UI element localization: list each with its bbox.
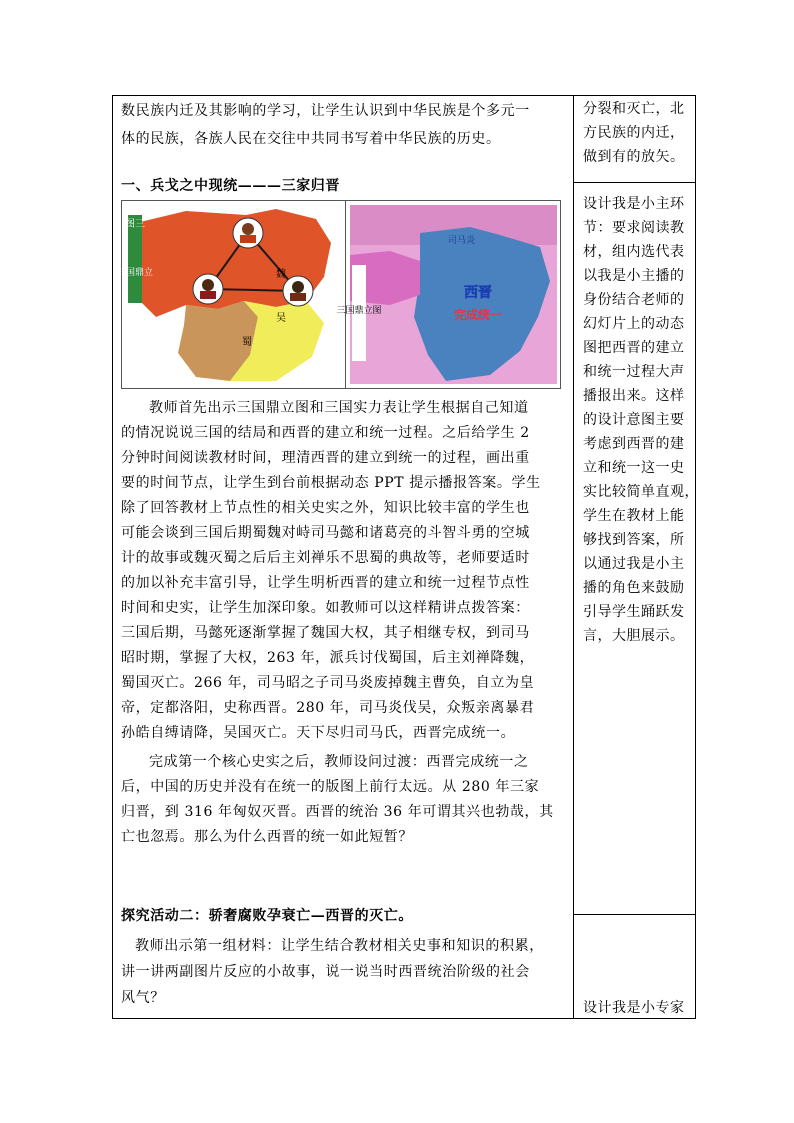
map2-side-label: 三国鼎立图	[336, 306, 382, 316]
map1-shu: 蜀	[242, 337, 252, 348]
map1-label-a: 图三	[125, 219, 145, 230]
side-mid-line-19: 言，大胆展示。	[583, 628, 685, 644]
side-bottom-line: 设计我是小专家	[583, 1000, 685, 1016]
para3-line-2: 讲一讲两副图片反应的小故事，说一说当时西晋统治阶级的社会	[121, 964, 530, 980]
intro-line-2: 体的民族，各族人民在交往中共同书写着中华民族的历史。	[121, 131, 501, 147]
para1-line-14: 孙皓自缚请降，吴国灭亡。天下尽归司马氏，西晋完成统一。	[121, 725, 516, 741]
para1-line-4: 要的时间节点，让学生到台前根据动态 PPT 提示播报答案。学生	[121, 475, 541, 491]
side-mid-line-17: 播的角色来鼓励	[583, 580, 685, 596]
para2-line-1: 完成第一个核心史实之后，教师设问过渡：西晋完成统一之	[149, 754, 529, 770]
map2-sima-yan: 司马炎	[448, 236, 476, 246]
para1-line-2: 的情况说说三国的结局和西晋的建立和统一过程。之后给学生 2	[121, 425, 530, 441]
side-mid-line-7: 图把西晋的建立	[583, 340, 685, 356]
para1-line-7: 计的故事或魏灭蜀之后后主刘禅乐不思蜀的典故等，老师要适时	[121, 550, 530, 566]
western-jin-map	[336, 205, 557, 384]
para1-line-11: 昭时期，掌握了大权，263 年，派兵讨伐蜀国，后主刘禅降魏，	[121, 650, 535, 666]
side-mid-line-15: 够找到答案，所	[583, 532, 685, 548]
side-mid-line-13: 实比较简单直观，	[583, 484, 699, 500]
side-mid-line-11: 考虑到西晋的建	[583, 436, 685, 452]
side-top-line-3: 做到有的放矢。	[583, 149, 685, 165]
para3-line-1: 教师出示第一组材料：让学生结合教材相关史事和知识的积累，	[135, 938, 544, 954]
side-mid-line-9: 播报出来。这样	[583, 388, 685, 404]
para3-line-3: 风气？	[121, 990, 165, 1006]
para1-line-12: 蜀国灭亡。266 年，司马昭之子司马炎废掉魏主曹奂，自立为皇	[121, 675, 535, 691]
side-mid-line-1: 设计我是小主环	[583, 196, 685, 212]
side-mid-line-18: 引导学生踊跃发	[583, 604, 685, 620]
side-mid-line-2: 节：要求阅读教	[583, 220, 685, 236]
map1-wei: 魏	[276, 269, 286, 280]
side-mid-line-10: 的设计意图主要	[583, 412, 685, 428]
side-mid-line-14: 学生在教材上能	[583, 508, 685, 524]
para1-line-13: 帝，定都洛阳，史称西晋。280 年，司马炎伐吴，众叛亲离暴君	[121, 700, 535, 716]
para1-line-9: 时间和史实，让学生加深印象。如教师可以这样精讲点拨答案：	[121, 600, 530, 616]
side-mid-line-12: 立和统一这一史	[583, 460, 685, 476]
three-kingdoms-map	[116, 205, 337, 384]
map1-label-b: 三国鼎立	[116, 268, 154, 278]
side-top-line-2: 方民族的内迁，	[583, 125, 685, 141]
para2-line-2: 后，中国的历史并没有在统一的版图上前行太远。从 280 年三家	[121, 779, 540, 795]
side-mid-line-6: 幻灯片上的动态	[583, 316, 685, 332]
side-mid-line-16: 以通过我是小主	[583, 556, 685, 572]
para1-line-1: 教师首先出示三国鼎立图和三国实力表让学生根据自己知道	[149, 400, 529, 416]
side-mid-line-8: 和统一过程大声	[583, 364, 685, 380]
side-mid-line-4: 以我是小主播的	[583, 268, 685, 284]
para1-line-5: 除了回答教材上节点性的相关史实之外，知识比较丰富的学生也	[121, 500, 530, 516]
figure-divider	[345, 201, 346, 388]
para1-line-8: 的加以补充丰富引导，让学生明析西晋的建立和统一过程节点性	[121, 575, 530, 591]
map2-overlay-1: 西晋	[464, 285, 492, 301]
side-row-divider-2	[573, 914, 696, 915]
column-divider	[573, 96, 574, 1018]
map2-overlay-2: 完成统一	[454, 308, 503, 322]
side-row-divider-1	[573, 182, 696, 183]
para1-line-3: 分钟时间阅读教材时间，理清西晋的建立到统一的过程，画出重	[121, 450, 530, 466]
side-mid-line-3: 材，组内选代表	[583, 244, 685, 260]
para2-line-4: 亡也忽焉。那么为什么西晋的统一如此短暂？	[121, 829, 413, 845]
para2-line-3: 归晋，到 316 年匈奴灭晋。西晋的统治 36 年可谓其兴也勃哉，其	[121, 804, 554, 820]
maps-figure	[116, 200, 561, 389]
section-heading-2: 探究活动二：骄奢腐败孕衰亡—西晋的灭亡。	[121, 908, 413, 924]
para1-line-6: 可能会谈到三国后期蜀魏对峙司马懿和诸葛亮的斗智斗勇的空城	[121, 525, 530, 541]
intro-line-1: 数民族内迁及其影响的学习，让学生认识到中华民族是个多元一	[121, 103, 530, 119]
map1-wu: 吴	[276, 313, 286, 324]
lesson-table	[112, 95, 699, 1019]
section-heading-1: 一、兵戈之中现统———三家归晋	[121, 178, 340, 194]
side-mid-line-5: 身份结合老师的	[583, 292, 685, 308]
side-top-line-1: 分裂和灭亡，北	[583, 101, 685, 117]
para1-line-10: 三国后期，马懿死逐渐掌握了魏国大权，其子相继专权，到司马	[121, 625, 530, 641]
